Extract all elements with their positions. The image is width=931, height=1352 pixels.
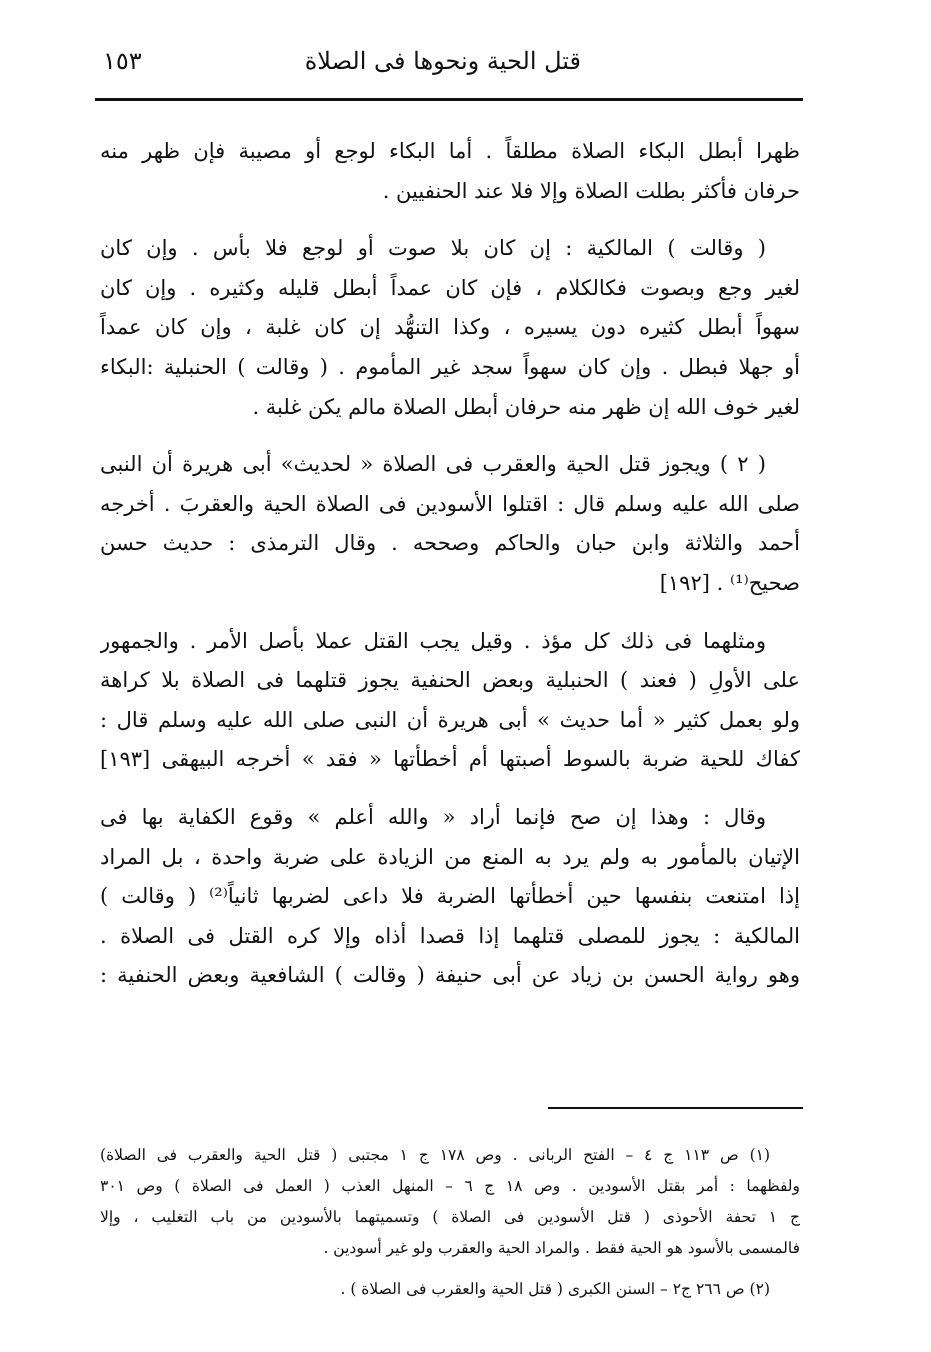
- footnote-line: ج ١ تحفة الأحوذى ( قتل الأسودين فى الصلاة ) وتسميتهما بالأسودين من باب التغليب ، وإلا: [100, 1208, 800, 1226]
- header-divider: [95, 98, 803, 101]
- text-line: الإتيان بالمأمور به ولم يرد به المنع من الزيادة على ضربة واحدة ، بل المراد: [100, 844, 800, 869]
- text-line: لغير خوف الله إن ظهر منه حرفان أبطل الصلاة مالم يكن غلبة .: [252, 394, 800, 419]
- footnote-line: (٢) ص ٢٦٦ ج٢ – السنن الكبرى ( قتل الحية والعقرب فى الصلاة ) .: [340, 1280, 770, 1298]
- text-line: صحيح⁽¹⁾ . [١٩٢]: [659, 570, 800, 595]
- running-header: [95, 38, 803, 94]
- paragraph: [100, 229, 800, 427]
- main-text: [100, 132, 800, 1014]
- footnote-line: فالمسمى بالأسود هو الحية فقط . والمراد الحية والعقرب ولو غير أسودين .: [323, 1239, 800, 1257]
- text-line: المالكية : يجوز للمصلى قتلهما إذا قصدا أذاه وإلا كره القتل فى الصلاة .: [100, 923, 800, 948]
- text-line: لغير وجع وبصوت فكالكلام ، فإن كان عمداً أبطل قليله وكثيره . وإن كان: [100, 275, 800, 300]
- text-line: كفاك للحية ضربة بالسوط أصبتها أم أخطأتها « فقد » أخرجه البيهقى [١٩٣]: [100, 747, 800, 772]
- footnote-divider: [548, 1107, 803, 1109]
- paragraph: [100, 132, 800, 211]
- page-number: ١٥٣: [103, 47, 142, 75]
- paragraph: [100, 622, 800, 780]
- text-line: صلى الله عليه وسلم قال : اقتلوا الأسودين فى الصلاة الحية والعقربَ . أخرجه: [100, 491, 800, 516]
- text-line: ( ٢ ) ويجوز قتل الحية والعقرب فى الصلاة « لحديث» أبى هريرة أن النبى: [100, 452, 766, 477]
- text-line: سهواً أبطل كثيره دون يسيره ، وكذا التنهُّد إن كان غلبة ، وإن كان عمداً: [100, 315, 800, 340]
- footnote: [100, 1274, 800, 1305]
- text-line: ظهرا أبطل البكاء الصلاة مطلقاً . أما البكاء لوجع أو مصيبة فإن ظهر منه: [100, 139, 800, 163]
- paragraph: [100, 445, 800, 603]
- text-line: وقال : وهذا إن صح فإنما أراد « والله أعلم » وقوع الكفاية بها فى: [100, 804, 766, 829]
- text-line: إذا امتنعت بنفسها حين أخطأتها الضربة فلا داعى لضربها ثانياً⁽²⁾ ( وقالت ): [100, 884, 800, 909]
- footnote-line: ولفظهما : أمر بقتل الأسودين . وص ١٨ ج ٦ – المنهل العذب ( العمل فى الصلاة ) وص ٣٠١: [100, 1177, 800, 1195]
- footnote: [100, 1140, 800, 1264]
- text-line: ومثلهما فى ذلك كل مؤذ . وقيل يجب القتل عملا بأصل الأمر . والجمهور: [100, 628, 766, 653]
- text-line: وهو رواية الحسن بن زياد عن أبى حنيفة ( وقالت ) الشافعية وبعض الحنفية :: [100, 963, 800, 988]
- footnotes: [100, 1140, 800, 1305]
- running-title: قتل الحية ونحوها فى الصلاة: [304, 47, 581, 75]
- text-line: أحمد والثلاثة وابن حبان والحاكم وصححه . وقال الترمذى : حديث حسن: [100, 531, 800, 556]
- footnote-line: (١) ص ١١٣ ج ٤ – الفتح الربانى . وص ١٧٨ ج ١ مجتبى ( قتل الحية والعقرب فى الصلاة): [100, 1146, 771, 1164]
- text-line: ( وقالت ) المالكية : إن كان بلا صوت أو لوجع فلا بأس . وإن كان: [100, 236, 766, 261]
- paragraph: [100, 798, 800, 996]
- text-line: ولو بعمل كثير « أما حديث » أبى هريرة أن النبى صلى الله عليه وسلم قال :: [100, 707, 800, 732]
- text-line: على الأولِ ( فعند ) الحنبلية وبعض الحنفية يجوز قتلهما فى الصلاة بلا كراهة: [100, 668, 800, 693]
- text-line: أو جهلا فبطل . وإن كان سهواً سجد غير المأموم . ( وقالت ) الحنبلية :البكاء: [100, 354, 800, 379]
- text-line: حرفان فأكثر بطلت الصلاة وإلا فلا عند الحنفيين .: [382, 178, 800, 203]
